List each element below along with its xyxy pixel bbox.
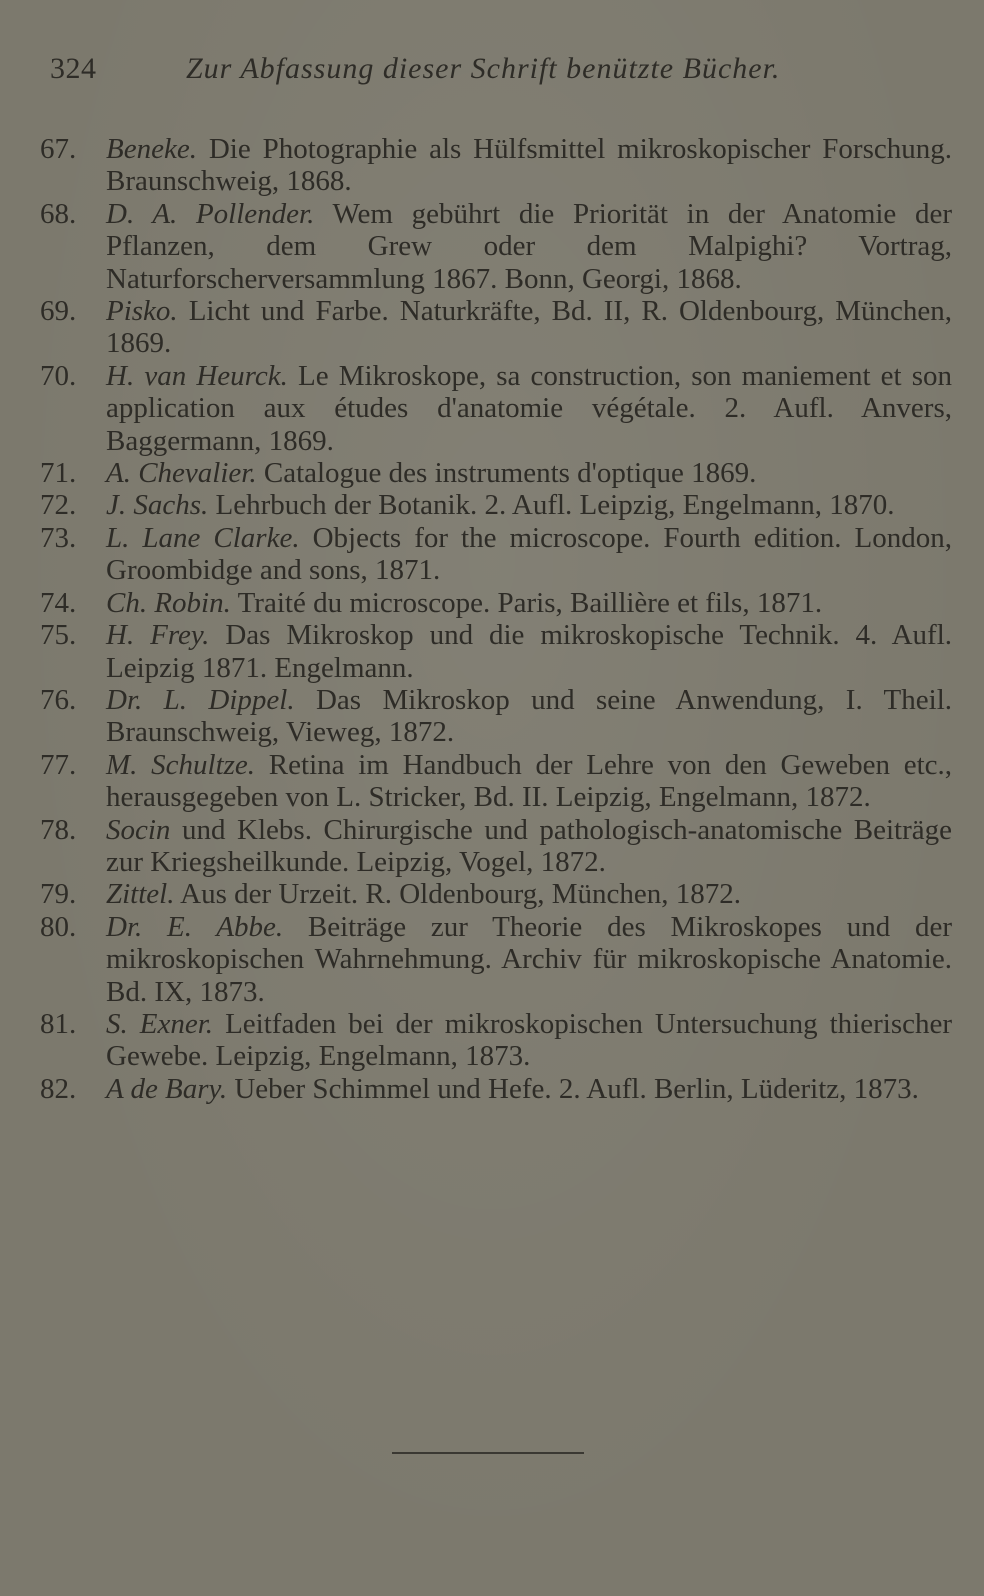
entry-text: Catalogue des instruments d'optique 1869. bbox=[263, 457, 757, 490]
entry-author: Dr. E. Abbe. bbox=[106, 910, 284, 943]
bibliography-entry bbox=[40, 198, 952, 295]
page-header bbox=[50, 52, 930, 96]
bibliography-entry bbox=[40, 911, 952, 1008]
entry-text: Ueber Schimmel und Hefe. 2. Aufl. Berlin, Lüderitz, 1873. bbox=[234, 1072, 919, 1105]
closing-rule-divider bbox=[392, 1452, 584, 1454]
bibliography-entry bbox=[40, 457, 952, 489]
entry-number: 82. bbox=[40, 1072, 77, 1105]
entry-number: 69. bbox=[40, 295, 77, 328]
entry-number: 68. bbox=[40, 197, 77, 230]
entry-author: Socin bbox=[106, 813, 171, 846]
bibliography-entry bbox=[40, 814, 952, 879]
bibliography-entry bbox=[40, 133, 952, 198]
entry-text: und Klebs. Chirurgische und pathologisch-anatomische Beiträge zur Kriegsheilkunde. Leipzig, Vogel, 1872. bbox=[106, 813, 952, 878]
entry-author: D. A. Pollender. bbox=[106, 197, 315, 230]
entry-text: Lehrbuch der Botanik. 2. Aufl. Leipzig, Engelmann, 1870. bbox=[215, 489, 895, 522]
entry-author: L. Lane Clarke. bbox=[106, 521, 300, 554]
entry-author: Ch. Robin. bbox=[106, 586, 231, 619]
entry-text: Traité du microscope. Paris, Baillière et fils, 1871. bbox=[237, 586, 823, 619]
entry-number: 72. bbox=[40, 489, 77, 522]
bibliography-entry bbox=[40, 522, 952, 587]
bibliography-entry bbox=[40, 1008, 952, 1073]
bibliography-list bbox=[40, 133, 952, 1105]
bibliography-entry bbox=[40, 295, 952, 360]
entry-number: 74. bbox=[40, 586, 77, 619]
entry-text: Das Mikroskop und seine Anwendung, I. Theil. Braunschweig, Vieweg, 1872. bbox=[106, 683, 952, 749]
entry-text: Das Mikroskop und die mikroskopische Technik. 4. Aufl. Leipzig 1871. Engelmann. bbox=[106, 619, 953, 684]
entry-text: Retina im Handbuch der Lehre von den Geweben etc., herausgegeben von L. Stricker, Bd. II. Leipzig, Engelmann, 1872. bbox=[106, 748, 953, 814]
entry-author: H. Frey. bbox=[106, 619, 210, 652]
bibliography-entry bbox=[40, 489, 952, 521]
entry-number: 75. bbox=[40, 619, 77, 652]
entry-number: 76. bbox=[40, 683, 77, 716]
bibliography-entry bbox=[40, 749, 952, 814]
bibliography-entry bbox=[40, 587, 952, 619]
entry-author: Zittel. bbox=[106, 878, 175, 911]
entry-number: 70. bbox=[40, 359, 77, 392]
entry-number: 73. bbox=[40, 521, 77, 554]
bibliography-entry bbox=[40, 878, 952, 910]
entry-author: A. Chevalier. bbox=[106, 457, 257, 490]
entry-author: S. Exner. bbox=[106, 1007, 214, 1040]
entry-author: H. van Heurck. bbox=[106, 359, 288, 392]
entry-author: M. Schultze. bbox=[106, 748, 256, 781]
entry-number: 80. bbox=[40, 910, 77, 943]
running-head: Zur Abfassung dieser Schrift benützte Bücher. bbox=[186, 52, 781, 85]
entry-text: Objects for the microscope. Fourth edition. London, Groombidge and sons, 1871. bbox=[106, 521, 952, 587]
entry-text: Die Photographie als Hülfsmittel mikroskopischer Forschung. Braunschweig, 1868. bbox=[106, 133, 952, 198]
bibliography-entry bbox=[40, 619, 952, 684]
entry-text: Le Mikroskope, sa construction, son maniement et son application aux études d'anatomie végétale. 2. Aufl. Anvers, Baggermann, 1869. bbox=[106, 359, 952, 457]
entry-author: A de Bary. bbox=[106, 1072, 228, 1105]
entry-author: Dr. L. Dippel. bbox=[106, 683, 295, 716]
bibliography-entry bbox=[40, 684, 952, 749]
entry-author: Pisko. bbox=[106, 295, 178, 328]
entry-number: 78. bbox=[40, 813, 77, 846]
bibliography-entry bbox=[40, 360, 952, 457]
entry-number: 77. bbox=[40, 748, 77, 781]
entry-number: 71. bbox=[40, 457, 77, 490]
entry-author: J. Sachs. bbox=[106, 489, 209, 522]
entry-text: Wem gebührt die Priorität in der Anatomie der Pflanzen, dem Grew oder dem Malpighi? Vortrag, Naturforscherversammlung 1867. Bonn, Georgi, 1868. bbox=[106, 197, 952, 295]
entry-text: Aus der Urzeit. R. Oldenbourg, München, 1872. bbox=[180, 878, 741, 911]
page-number: 324 bbox=[50, 52, 97, 85]
bibliography-entry bbox=[40, 1073, 952, 1105]
entry-author: Beneke. bbox=[106, 133, 197, 165]
entry-number: 67. bbox=[40, 133, 77, 165]
entry-number: 79. bbox=[40, 878, 77, 911]
entry-text: Leitfaden bei der mikroskopischen Untersuchung thierischer Gewebe. Leipzig, Engelmann, 1873. bbox=[106, 1007, 953, 1073]
entry-number: 81. bbox=[40, 1007, 77, 1040]
entry-text: Licht und Farbe. Naturkräfte, Bd. II, R. Oldenbourg, München, 1869. bbox=[106, 295, 953, 360]
entry-text: Beiträge zur Theorie des Mikroskopes und der mikroskopischen Wahrnehmung. Archiv für mikroskopische Anatomie. Bd. IX, 1873. bbox=[106, 910, 952, 1008]
